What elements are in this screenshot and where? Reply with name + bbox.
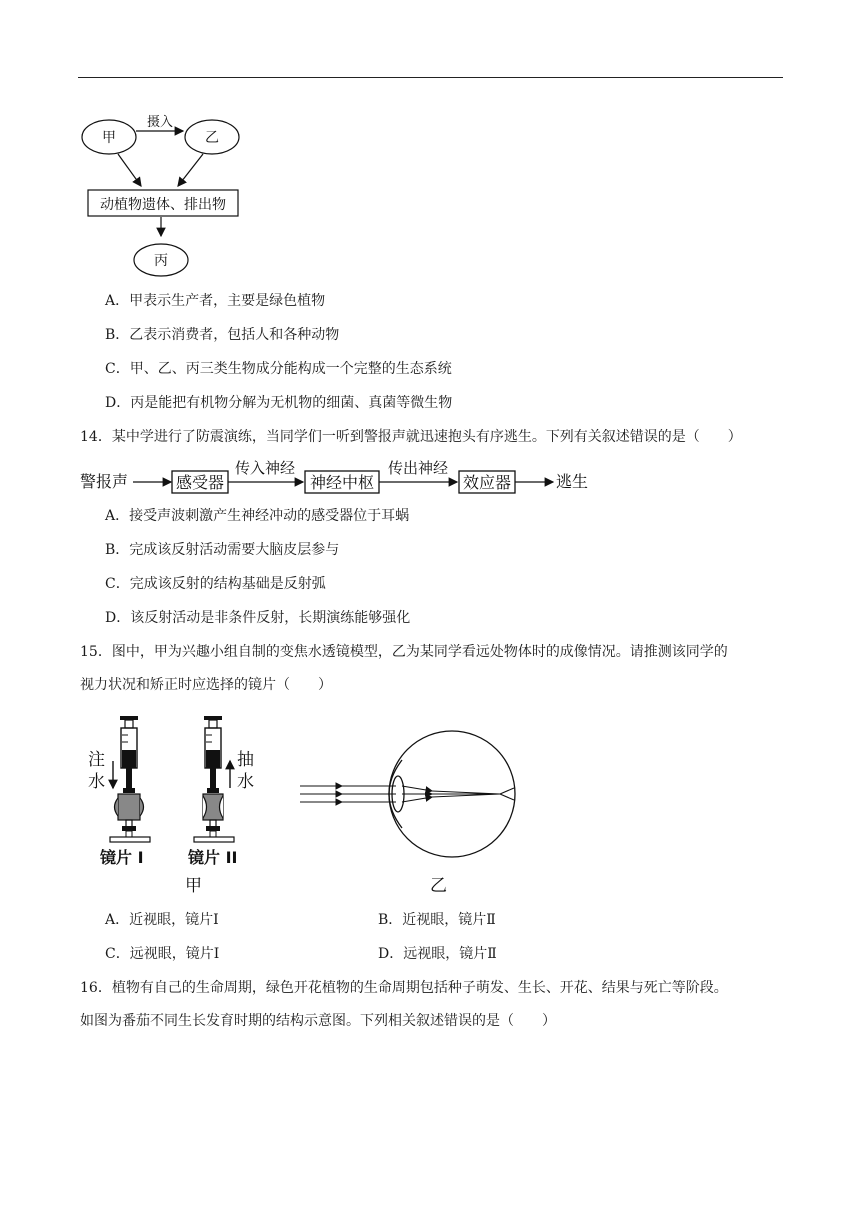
lens1-label: 镜片 I [100,848,144,867]
eye-diagram [300,731,515,857]
q15-option-c: C．远视眼，镜片Ⅰ [105,946,220,962]
flow-arrow-1-label: 传入神经 [234,459,296,477]
flow-box-effector-label: 效应器 [462,473,512,492]
q16-stem-line1: 16．植物有自己的生命周期，绿色开花植物的生命周期包括种子萌发、生长、开花、结果与死亡等阶段。 [80,980,728,996]
q14-option-d: D．该反射活动是非条件反射，长期演练能够强化 [105,610,411,626]
arrow-jia-box [118,154,141,186]
flow-end: 逃生 [556,472,589,491]
q15-option-d: D．远视眼，镜片Ⅱ [378,946,497,962]
q15-stem-line2: 视力状况和矫正时应选择的镜片（ ） [80,677,332,693]
node-jia-label: 甲 [102,130,116,146]
q14-stem: 14．某中学进行了防震演练，当同学们一听到警报声就迅速抱头有序逃生。下列有关叙述错误的是（ ） [80,429,742,445]
figure-label-jia: 甲 [185,876,202,896]
inject-char-2: 水 [88,772,105,792]
flow-arrow-2-label: 传出神经 [387,459,449,477]
q13-option-a: A．甲表示生产者，主要是绿色植物 [105,293,326,309]
q16-stem-line2: 如图为番茄不同生长发育时期的结构示意图。下列相关叙述错误的是（ ） [80,1013,556,1029]
header-rule [78,77,783,78]
q15-option-a: A．近视眼，镜片Ⅰ [105,912,219,928]
arrow-yi-box [178,154,203,186]
q13-option-c: C．甲、乙、丙三类生物成分能构成一个完整的生态系统 [105,361,452,377]
lens1-apparatus [110,716,150,842]
reflex-arc-diagram [78,456,598,496]
flow-box-center-label: 神经中枢 [309,473,375,492]
flow-start: 警报声 [80,472,129,491]
draw-char-2: 水 [237,772,254,792]
lens-model-figure [80,708,520,898]
lens2-label: 镜片 II [188,848,238,867]
lens2-apparatus [194,716,234,842]
figure-label-yi: 乙 [430,876,447,896]
q13-option-d: D．丙是能把有机物分解为无机物的细菌、真菌等微生物 [105,395,453,411]
flow-box-receptor-label: 感受器 [175,473,225,492]
remains-box-label: 动植物遗体、排出物 [100,197,226,213]
draw-char-1: 抽 [237,750,254,770]
q14-option-b: B．完成该反射活动需要大脑皮层参与 [105,542,340,558]
node-yi-label: 乙 [205,130,219,146]
q14-option-a: A．接受声波刺激产生神经冲动的感受器位于耳蜗 [105,508,410,524]
node-bing-label: 丙 [154,253,168,269]
food-cycle-diagram [78,110,258,280]
q13-option-b: B．乙表示消费者，包括人和各种动物 [105,327,340,343]
inject-char-1: 注 [88,750,105,770]
arrow-intake-label: 摄入 [146,115,174,130]
q14-option-c: C．完成该反射的结构基础是反射弧 [105,576,326,592]
q15-option-b: B．近视眼，镜片Ⅱ [378,912,496,928]
q15-stem-line1: 15．图中，甲为兴趣小组自制的变焦水透镜模型，乙为某同学看远处物体时的成像情况。请推测该同学的 [80,644,728,660]
